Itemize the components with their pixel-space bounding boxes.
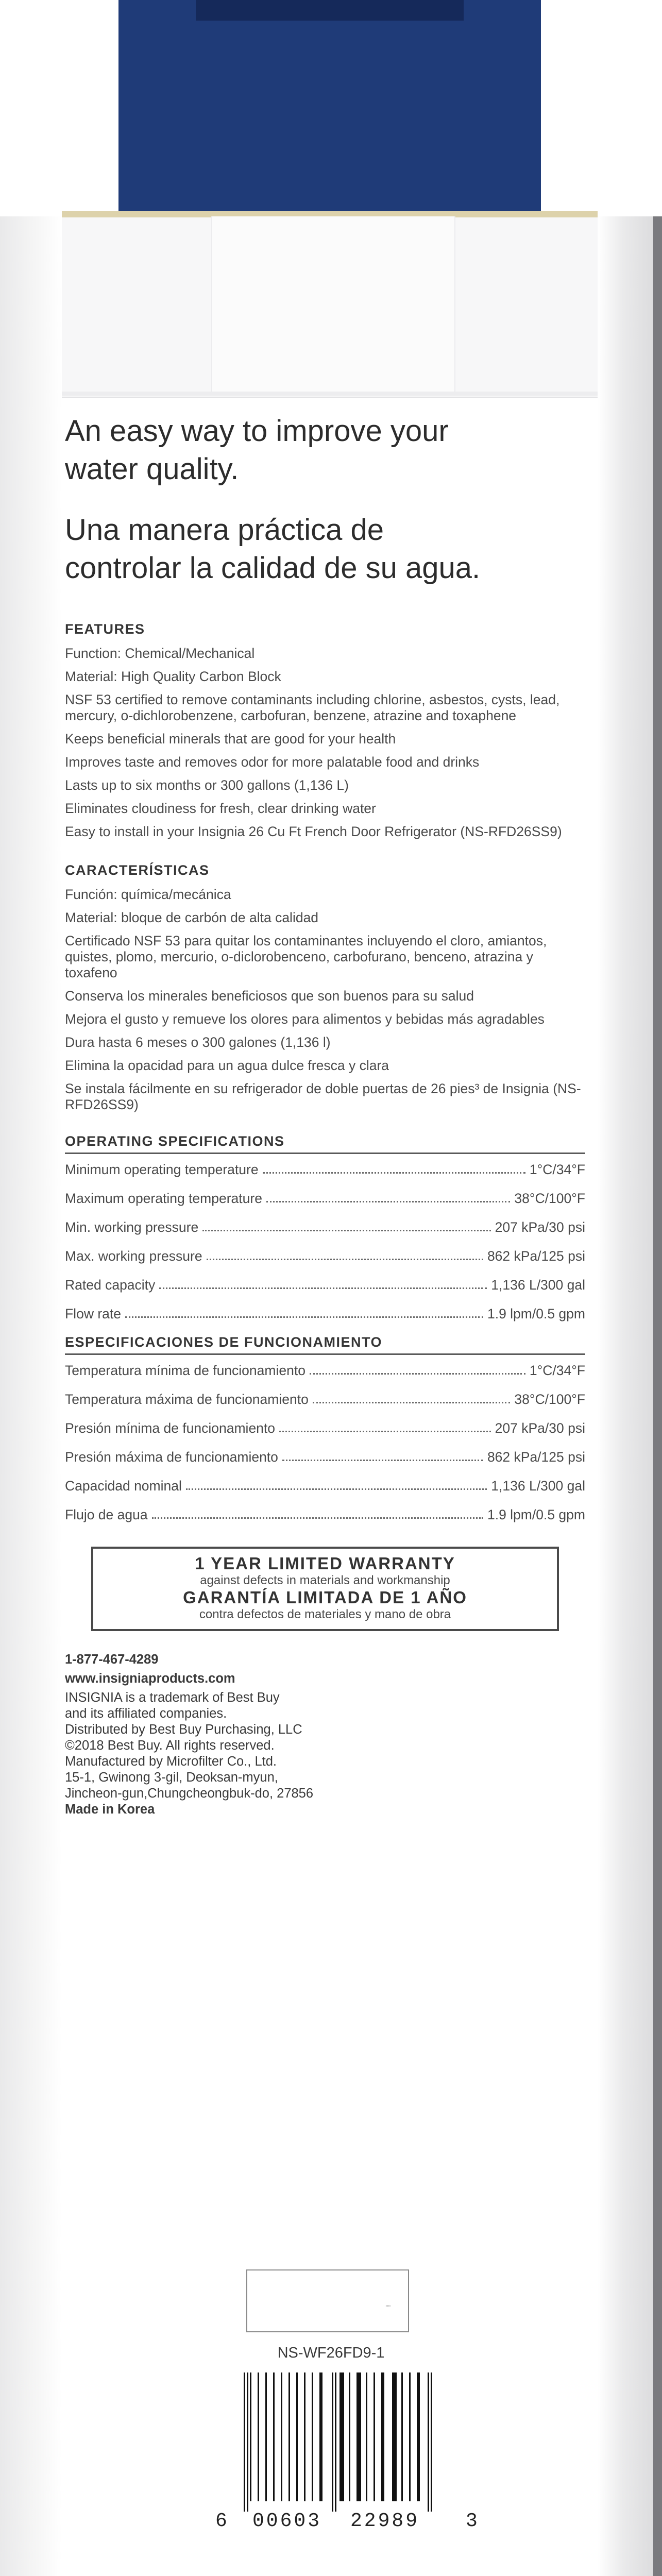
spec-leader: [263, 1172, 525, 1174]
spec-value: 1,136 L/300 gal: [491, 1478, 585, 1494]
caracteristicas-title: CARACTERÍSTICAS: [65, 862, 210, 878]
spec-row: [65, 1362, 585, 1379]
caracteristica-item: Mejora el gusto y remueve los olores para alimentos y bebidas más agradables: [65, 1011, 545, 1027]
box-right-edge: [598, 216, 662, 2576]
spec-leader: [202, 1230, 490, 1231]
trademark-line: Distributed by Best Buy Purchasing, LLC: [65, 1722, 302, 1737]
especificaciones-section: [65, 1334, 585, 1523]
spec-leader: [125, 1316, 483, 1318]
model-code: NS-WF26FD9-1: [277, 2345, 385, 2361]
barcode-bar: [431, 2372, 432, 2512]
spec-label: Temperatura máxima de funcionamiento: [65, 1392, 309, 1407]
caracteristica-item: Se instala fácilmente en su refrigerador de doble puertas de 26 pies³ de Insignia (NS-RFD26SS9): [65, 1081, 581, 1112]
spec-leader: [159, 1287, 487, 1289]
spec-label: Min. working pressure: [65, 1219, 199, 1235]
headline-spanish-line: Una manera práctica de: [65, 513, 384, 547]
lot-stamp-box: [246, 2269, 409, 2332]
headline-spanish-line: controlar la calidad de su agua.: [65, 551, 481, 585]
spec-leader: [279, 1431, 491, 1432]
barcode-group-1: 00603: [252, 2510, 322, 2532]
spec-value: 38°C/100°F: [514, 1191, 585, 1206]
trademark-line: 15-1, Gwinong 3-gil, Deoksan-myun,: [65, 1770, 278, 1785]
spec-row: [65, 1478, 585, 1494]
feature-item: Lasts up to six months or 300 gallons (1,136 L): [65, 777, 349, 793]
spec-row: [65, 1248, 585, 1264]
barcode-bar: [409, 2372, 411, 2501]
box-left-edge: [0, 216, 62, 2576]
barcode-bar: [417, 2372, 420, 2501]
especificaciones-title: ESPECIFICACIONES DE FUNCIONAMIENTO: [65, 1334, 383, 1350]
barcode-bar: [244, 2372, 245, 2512]
spec-label: Presión máxima de funcionamiento: [65, 1449, 278, 1465]
barcode-bar: [281, 2372, 282, 2501]
operating-specs-title: OPERATING SPECIFICATIONS: [65, 1133, 285, 1149]
feature-item: Function: Chemical/Mechanical: [65, 646, 255, 661]
barcode-bar: [392, 2372, 397, 2501]
warranty-subtitle-spanish: contra defectos de materiales y mano de obra: [199, 1607, 451, 1621]
spec-leader: [313, 1402, 511, 1403]
caracteristica-item: Dura hasta 6 meses o 300 galones (1,136 l): [65, 1035, 331, 1050]
spec-row: [65, 1506, 585, 1523]
feature-item: Material: High Quality Carbon Block: [65, 669, 281, 684]
headline-english-line: water quality.: [65, 452, 239, 486]
caracteristica-item: Material: bloque de carbón de alta calidad: [65, 910, 319, 925]
spec-value: 38°C/100°F: [514, 1392, 585, 1407]
hanger-hole: [196, 0, 464, 21]
barcode-bar: [265, 2372, 267, 2501]
website-link[interactable]: www.insigniaproducts.com: [65, 1671, 235, 1686]
barcode-digit-left: 6: [215, 2510, 227, 2532]
spec-label: Flow rate: [65, 1306, 121, 1321]
headline-english-line: An easy way to improve your: [65, 414, 449, 448]
barcode-bar: [374, 2372, 375, 2501]
spec-row: [65, 1420, 585, 1436]
stamp-mark-icon: ▫▫: [385, 2301, 391, 2310]
caracteristica-item: Función: química/mecánica: [65, 887, 231, 902]
caracteristica-item: Elimina la opacidad para un agua dulce fresca y clara: [65, 1058, 389, 1073]
spec-value: 1.9 lpm/0.5 gpm: [487, 1306, 585, 1321]
spec-label: Presión mínima de funcionamiento: [65, 1420, 276, 1436]
spec-value: 1°C/34°F: [529, 1363, 585, 1378]
trademark-line: Manufactured by Microfilter Co., Ltd.: [65, 1754, 277, 1769]
trademark-line: Jincheon-gun,Chungcheongbuk-do, 27856: [65, 1786, 314, 1801]
spec-leader: [186, 1488, 487, 1490]
spec-leader: [266, 1201, 510, 1202]
barcode-bar: [401, 2372, 403, 2501]
barcode-bar: [258, 2372, 259, 2501]
spec-label: Max. working pressure: [65, 1248, 202, 1264]
spec-leader: [152, 1517, 483, 1519]
contact-info: [65, 1652, 585, 1818]
barcode-bar: [250, 2372, 251, 2501]
feature-item: Easy to install in your Insignia 26 Cu Ft French Door Refrigerator (NS-RFD26SS9): [65, 824, 562, 839]
caracteristica-item: Conserva los minerales beneficiosos que son buenos para su salud: [65, 988, 474, 1004]
spec-value: 862 kPa/125 psi: [487, 1449, 585, 1465]
spec-row: [65, 1391, 585, 1408]
barcode-bar: [335, 2372, 336, 2512]
warranty-title-spanish: GARANTÍA LIMITADA DE 1 AÑO: [183, 1588, 467, 1607]
features-section: [65, 621, 585, 840]
package-back-content: [65, 412, 585, 1818]
barcode-bar: [332, 2372, 333, 2512]
spec-value: 207 kPa/30 psi: [495, 1420, 585, 1436]
spec-label: Temperatura mínima de funcionamiento: [65, 1363, 305, 1378]
barcode-bar: [319, 2372, 322, 2501]
barcode-bar: [288, 2372, 290, 2501]
spec-label: Maximum operating temperature: [65, 1191, 262, 1206]
warranty-box: [91, 1547, 559, 1631]
spec-row: [65, 1219, 585, 1235]
trademark-line: and its affiliated companies.: [65, 1706, 227, 1721]
warranty-title-english: 1 YEAR LIMITED WARRANTY: [195, 1554, 455, 1573]
spec-divider: [65, 1153, 585, 1154]
feature-item: Eliminates cloudiness for fresh, clear drinking water: [65, 801, 376, 816]
barcode-bar: [366, 2372, 367, 2501]
barcode-bars: [240, 2372, 456, 2512]
barcode-bar: [349, 2372, 350, 2501]
barcode-bar: [340, 2372, 344, 2501]
spec-label: Rated capacity: [65, 1277, 156, 1293]
caracteristica-item: Certificado NSF 53 para quitar los contaminantes incluyendo el cloro, amiantos, quistes, plomo, mercurio, o-diclorobenceno, carbofurano, benceno, atrazina y toxafeno: [65, 933, 547, 980]
barcode-group-2: 22989: [350, 2510, 420, 2532]
feature-item: NSF 53 certified to remove contaminants including chlorine, asbestos, cysts, lead, mercury, o-dichlorobenzene, carbofuran, benzene, atrazine and toxaphene: [65, 692, 560, 723]
spec-label: Minimum operating temperature: [65, 1162, 259, 1177]
barcode-bar: [304, 2372, 305, 2501]
spec-value: 1.9 lpm/0.5 gpm: [487, 1507, 585, 1522]
caracteristicas-section: [65, 862, 585, 1113]
trademark-line: ©2018 Best Buy. All rights reserved.: [65, 1738, 275, 1753]
spec-row: [65, 1190, 585, 1207]
barcode-bar: [312, 2372, 313, 2501]
spec-label: Capacidad nominal: [65, 1478, 182, 1494]
barcode: [240, 2372, 456, 2512]
spec-label: Flujo de agua: [65, 1507, 148, 1522]
feature-item: Improves taste and removes odor for more palatable food and drinks: [65, 754, 480, 770]
spec-divider: [65, 1353, 585, 1355]
barcode-bar: [273, 2372, 275, 2501]
operating-specs-section: [65, 1133, 585, 1322]
spec-value: 1,136 L/300 gal: [491, 1277, 585, 1293]
spec-leader: [282, 1460, 483, 1461]
spec-value: 207 kPa/30 psi: [495, 1219, 585, 1235]
flap-crease: [62, 392, 598, 396]
box-right-strip: [653, 216, 662, 2576]
barcode-digit-right: 3: [466, 2510, 478, 2532]
features-title: FEATURES: [65, 621, 145, 637]
made-in: Made in Korea: [65, 1802, 155, 1817]
headline-spanish: [65, 511, 585, 587]
barcode-bar: [247, 2372, 248, 2512]
barcode-bar: [428, 2372, 429, 2512]
spec-row: [65, 1277, 585, 1293]
caracteristicas-list: [65, 887, 585, 1113]
phone-number: 1-877-467-4289: [65, 1652, 159, 1667]
flap-inner-panel: [211, 216, 455, 393]
spec-row: [65, 1449, 585, 1465]
spec-row: [65, 1161, 585, 1178]
spec-value: 1°C/34°F: [529, 1162, 585, 1177]
trademark-line: INSIGNIA is a trademark of Best Buy: [65, 1690, 280, 1705]
spec-row: [65, 1306, 585, 1322]
features-list: [65, 646, 585, 840]
spec-leader: [207, 1259, 483, 1260]
feature-item: Keeps beneficial minerals that are good for your health: [65, 731, 396, 747]
headline-english: [65, 412, 585, 488]
barcode-bar: [381, 2372, 384, 2501]
barcode-bar: [357, 2372, 361, 2501]
spec-value: 862 kPa/125 psi: [487, 1248, 585, 1264]
barcode-bar: [296, 2372, 298, 2501]
hanger-tab: [118, 0, 541, 211]
spec-leader: [310, 1373, 525, 1375]
warranty-subtitle-english: against defects in materials and workmanship: [200, 1573, 450, 1587]
